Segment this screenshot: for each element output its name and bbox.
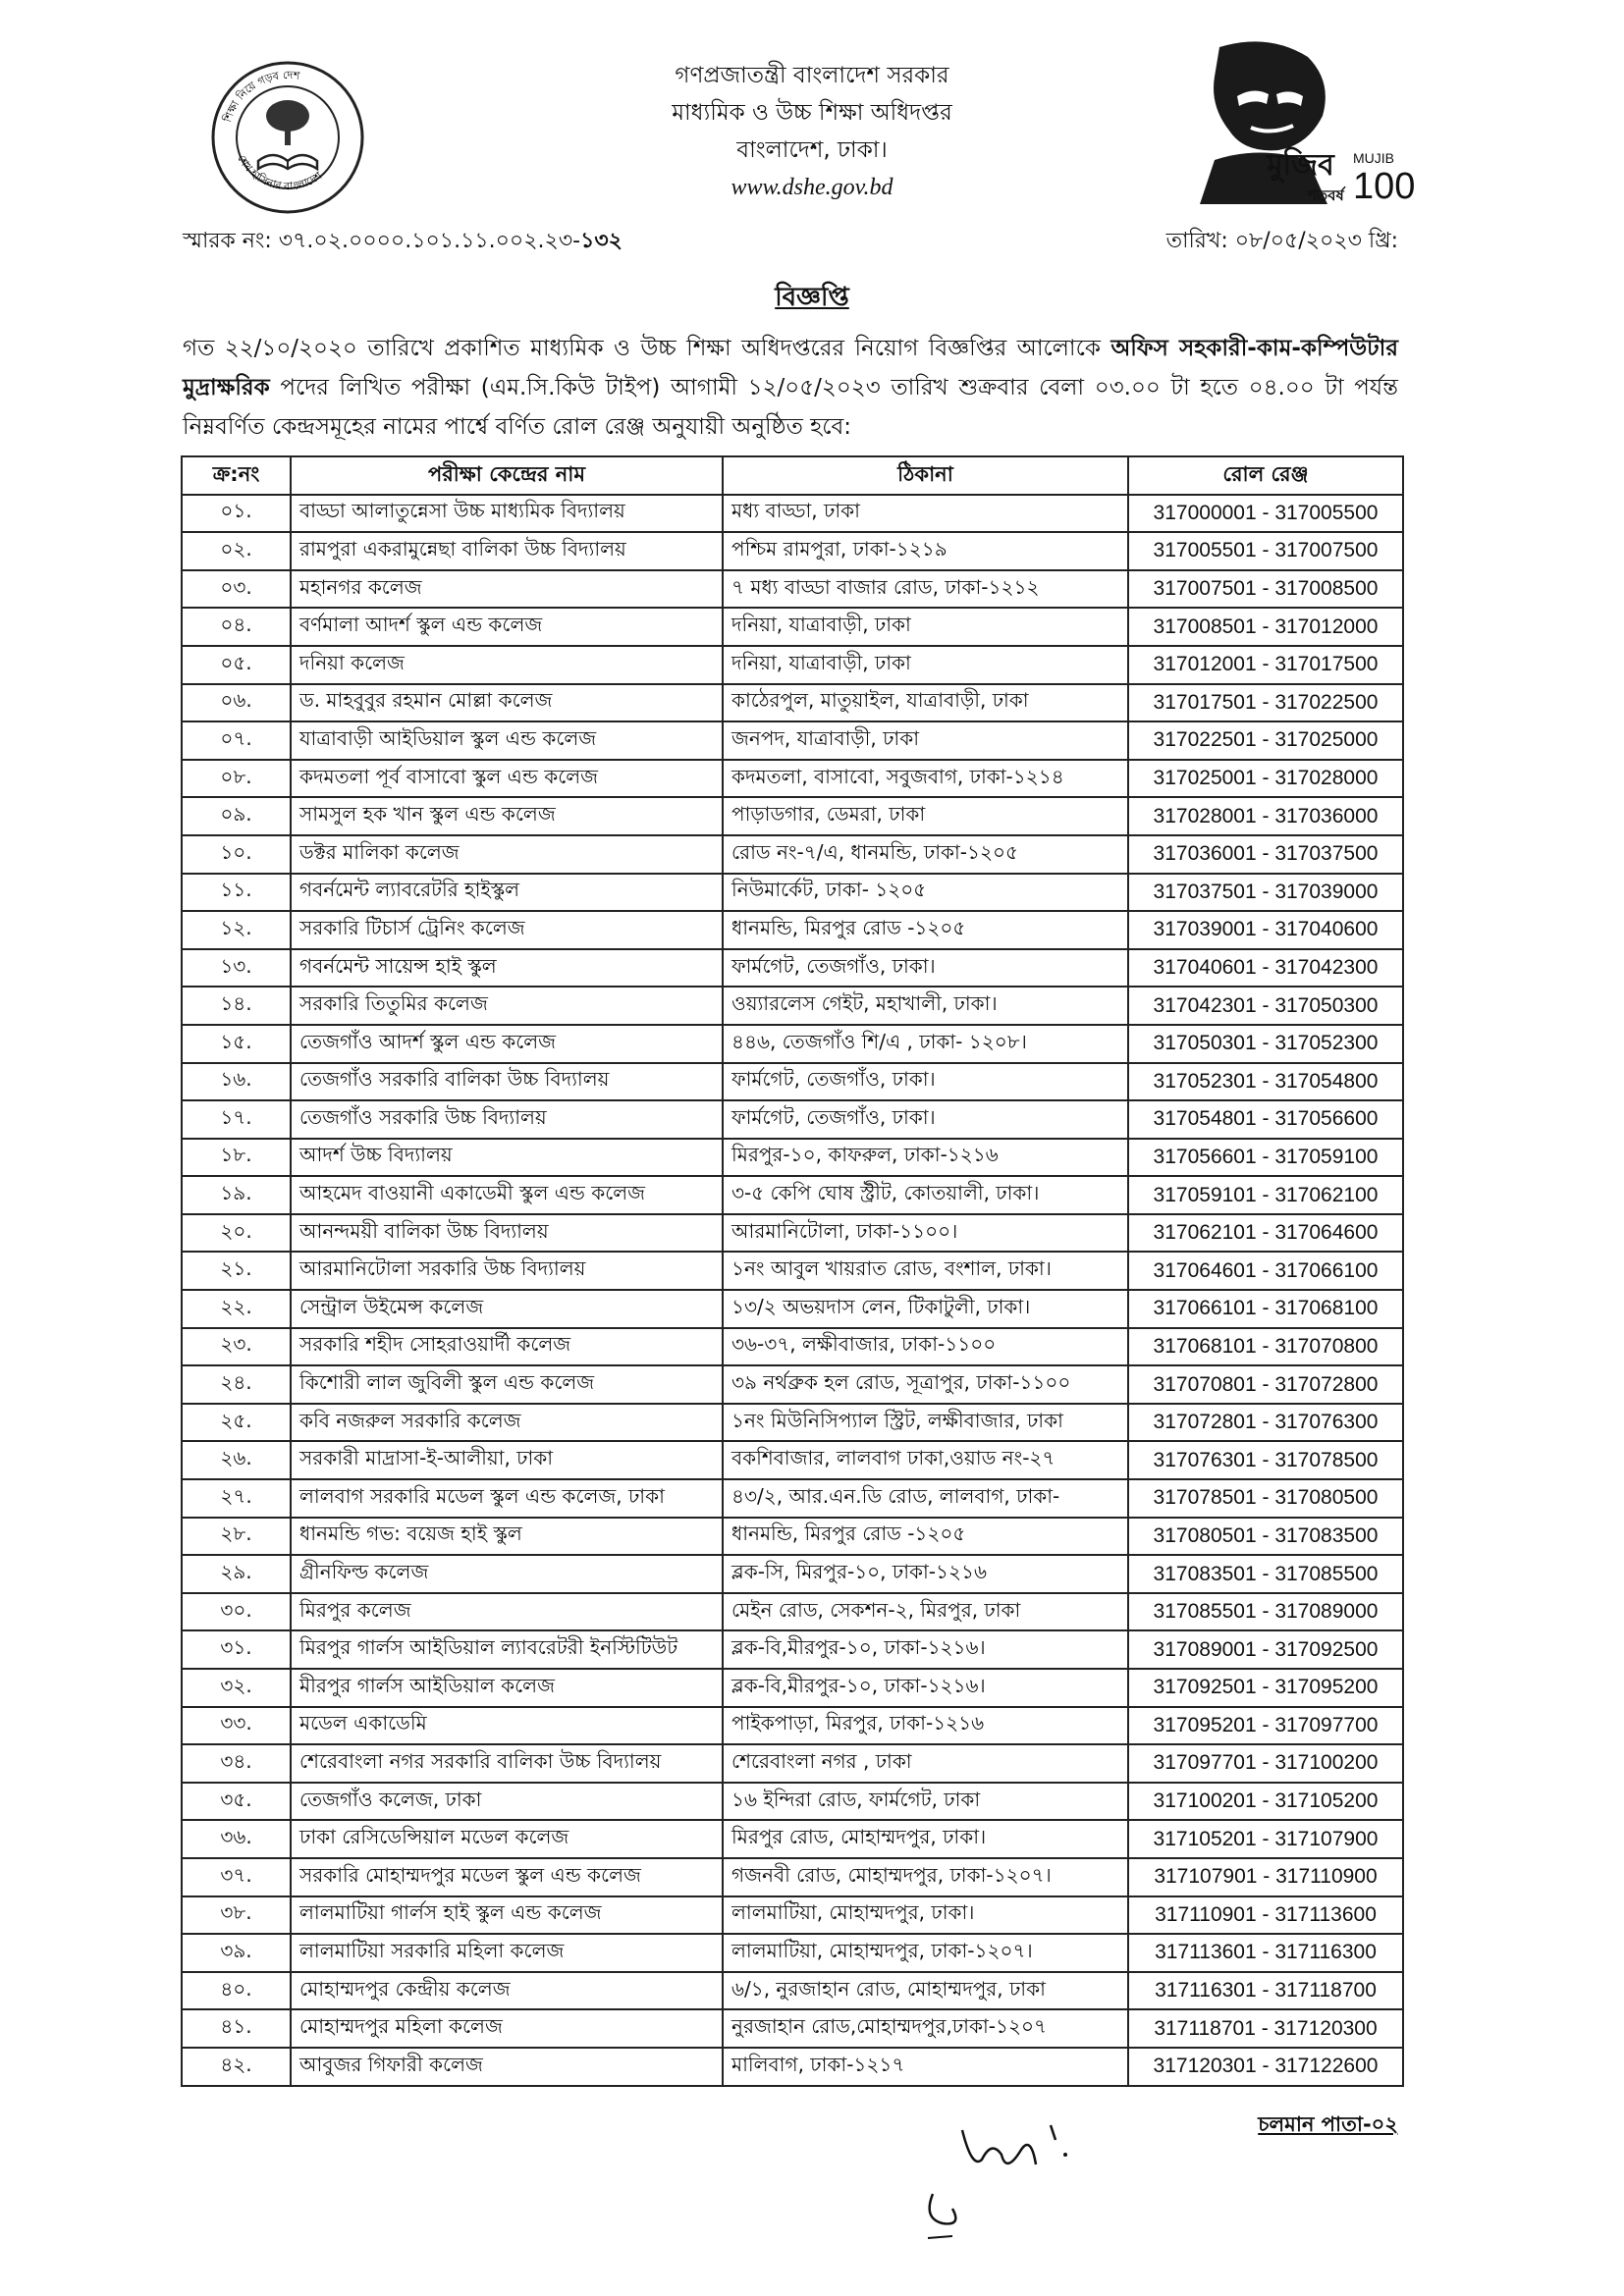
serial-cell: ৪১. bbox=[182, 2009, 291, 2048]
serial-cell: ১৬. bbox=[182, 1063, 291, 1101]
roll-range-cell: 317095201 - 317097700 bbox=[1128, 1707, 1403, 1745]
serial-cell: ২৭. bbox=[182, 1479, 291, 1518]
center-name-cell: মিরপুর গার্লস আইডিয়াল ল্যাবরেটরী ইনস্টিটিউট bbox=[291, 1630, 723, 1669]
serial-cell: ২৫. bbox=[182, 1404, 291, 1442]
center-name-cell: শেরেবাংলা নগর সরকারি বালিকা উচ্চ বিদ্যালয় bbox=[291, 1744, 723, 1783]
roll-range-cell: 317070801 - 317072800 bbox=[1128, 1365, 1403, 1404]
serial-cell: ৩২. bbox=[182, 1669, 291, 1707]
notice-title: বিজ্ঞপ্তি bbox=[775, 283, 849, 312]
roll-range-cell: 317066101 - 317068100 bbox=[1128, 1290, 1403, 1328]
center-name-cell: আরমানিটোলা সরকারি উচ্চ বিদ্যালয় bbox=[291, 1252, 723, 1290]
table-row bbox=[182, 1290, 1403, 1328]
serial-cell: ০৫. bbox=[182, 646, 291, 684]
table-header-row bbox=[182, 456, 1403, 495]
serial-cell: ২৬. bbox=[182, 1441, 291, 1479]
center-name-cell: ডক্টর মালিকা কলেজ bbox=[291, 835, 723, 874]
address-cell: লালমাটিয়া, মোহাম্মদপুর, ঢাকা-১২০৭। bbox=[723, 1934, 1128, 1972]
notice-body bbox=[183, 329, 1398, 447]
address-cell: ধানমন্ডি, মিরপুর রোড -১২০৫ bbox=[723, 1518, 1128, 1556]
roll-range-cell: 317042301 - 317050300 bbox=[1128, 987, 1403, 1025]
address-cell: পশ্চিম রামপুরা, ঢাকা-১২১৯ bbox=[723, 532, 1128, 570]
roll-range-cell: 317064601 - 317066100 bbox=[1128, 1252, 1403, 1290]
serial-cell: ৩৪. bbox=[182, 1744, 291, 1783]
roll-range-cell: 317120301 - 317122600 bbox=[1128, 2048, 1403, 2086]
serial-cell: ২৪. bbox=[182, 1365, 291, 1404]
center-name-cell: বাড্ডা আলাতুন্নেসা উচ্চ মাধ্যমিক বিদ্যালয় bbox=[291, 495, 723, 533]
intro-part-1: গত ২২/১০/২০২০ তারিখে প্রকাশিত মাধ্যমিক ও উচ্চ শিক্ষা অধিদপ্তরের নিয়োগ বিজ্ঞপ্তির আলোকে bbox=[183, 336, 1111, 361]
serial-cell: ১৪. bbox=[182, 987, 291, 1025]
header-address: ঠিকানা bbox=[723, 456, 1128, 495]
serial-cell: ৩৮. bbox=[182, 1896, 291, 1935]
center-name-cell: দনিয়া কলেজ bbox=[291, 646, 723, 684]
table-row bbox=[182, 1707, 1403, 1745]
table-row bbox=[182, 1783, 1403, 1821]
roll-range-cell: 317085501 - 317089000 bbox=[1128, 1593, 1403, 1631]
issue-date: তারিখ: ০৮/০৫/২০২৩ খ্রি: bbox=[1165, 229, 1398, 253]
center-name-cell: মীরপুর গার্লস আইডিয়াল কলেজ bbox=[291, 1669, 723, 1707]
address-cell: নিউমার্কেট, ঢাকা- ১২০৫ bbox=[723, 874, 1128, 912]
table-row bbox=[182, 1479, 1403, 1518]
serial-cell: ২২. bbox=[182, 1290, 291, 1328]
roll-range-cell: 317005501 - 317007500 bbox=[1128, 532, 1403, 570]
table-row bbox=[182, 1593, 1403, 1631]
address-cell: ব্লক-বি,মীরপুর-১০, ঢাকা-১২১৬। bbox=[723, 1630, 1128, 1669]
address-cell: বকশিবাজার, লালবাগ ঢাকা,ওয়াড নং-২৭ bbox=[723, 1441, 1128, 1479]
serial-cell: ২৩. bbox=[182, 1328, 291, 1366]
address-cell: কাঠেরপুল, মাতুয়াইল, যাত্রাবাড়ী, ঢাকা bbox=[723, 684, 1128, 722]
table-row bbox=[182, 1328, 1403, 1366]
address-cell: ১৩/২ অভয়দাস লেন, টিকাটুলী, ঢাকা। bbox=[723, 1290, 1128, 1328]
address-cell: ৪৪৬, তেজগাঁও শি/এ , ঢাকা- ১২০৮। bbox=[723, 1025, 1128, 1063]
table-row bbox=[182, 1100, 1403, 1139]
memo-number bbox=[183, 224, 623, 260]
address-cell: ৭ মধ্য বাড্ডা বাজার রোড, ঢাকা-১২১২ bbox=[723, 570, 1128, 609]
roll-range-cell: 317100201 - 317105200 bbox=[1128, 1783, 1403, 1821]
table-row bbox=[182, 1063, 1403, 1101]
serial-cell: ১১. bbox=[182, 874, 291, 912]
center-name-cell: ঢাকা রেসিডেন্সিয়াল মডেল কলেজ bbox=[291, 1820, 723, 1858]
serial-cell: ৩৯. bbox=[182, 1934, 291, 1972]
address-cell: পাইকপাড়া, মিরপুর, ঢাকা-১২১৬ bbox=[723, 1707, 1128, 1745]
roll-range-cell: 317012001 - 317017500 bbox=[1128, 646, 1403, 684]
table-row bbox=[182, 1972, 1403, 2010]
table-row bbox=[182, 1139, 1403, 1177]
roll-range-cell: 317050301 - 317052300 bbox=[1128, 1025, 1403, 1063]
center-name-cell: ধানমন্ডি গভ: বয়েজ হাই স্কুল bbox=[291, 1518, 723, 1556]
svg-text:শেখ হাসিনার বাংলাদেশ: শেখ হাসিনার বাংলাদেশ bbox=[235, 152, 325, 193]
svg-text:মুজিব: মুজিব bbox=[1267, 148, 1334, 183]
header-serial: ক্র:নং bbox=[182, 456, 291, 495]
center-name-cell: লালমাটিয়া গার্লস হাই স্কুল এন্ড কলেজ bbox=[291, 1896, 723, 1935]
government-name: গণপ্রজাতন্ত্রী বাংলাদেশ সরকার bbox=[675, 63, 949, 88]
table-row bbox=[182, 1441, 1403, 1479]
center-name-cell: কবি নজরুল সরকারি কলেজ bbox=[291, 1404, 723, 1442]
center-name-cell: লালবাগ সরকারি মডেল স্কুল এন্ড কলেজ, ঢাকা bbox=[291, 1479, 723, 1518]
serial-cell: ৩০. bbox=[182, 1593, 291, 1631]
address-cell: ওয়্যারলেস গেইট, মহাখালী, ঢাকা। bbox=[723, 987, 1128, 1025]
center-name-cell: মোহাম্মদপুর মহিলা কলেজ bbox=[291, 2009, 723, 2048]
roll-range-cell: 317039001 - 317040600 bbox=[1128, 911, 1403, 949]
roll-range-cell: 317083501 - 317085500 bbox=[1128, 1555, 1403, 1593]
table-row bbox=[182, 1365, 1403, 1404]
center-name-cell: সরকারি টিচার্স ট্রেনিং কলেজ bbox=[291, 911, 723, 949]
serial-cell: ১৮. bbox=[182, 1139, 291, 1177]
roll-range-cell: 317036001 - 317037500 bbox=[1128, 835, 1403, 874]
table-row bbox=[182, 874, 1403, 912]
table-row bbox=[182, 1214, 1403, 1253]
roll-range-cell: 317076301 - 317078500 bbox=[1128, 1441, 1403, 1479]
roll-range-cell: 317107901 - 317110900 bbox=[1128, 1858, 1403, 1896]
roll-range-cell: 317017501 - 317022500 bbox=[1128, 684, 1403, 722]
address-cell: ফার্মগেট, তেজগাঁও, ঢাকা। bbox=[723, 1063, 1128, 1101]
address-cell: ফার্মগেট, তেজগাঁও, ঢাকা। bbox=[723, 949, 1128, 988]
center-name-cell: মিরপুর কলেজ bbox=[291, 1593, 723, 1631]
address-cell: গজনবী রোড, মোহাম্মদপুর, ঢাকা-১২০৭। bbox=[723, 1858, 1128, 1896]
serial-cell: ২০. bbox=[182, 1214, 291, 1253]
roll-range-cell: 317008501 - 317012000 bbox=[1128, 608, 1403, 646]
serial-cell: ১৩. bbox=[182, 949, 291, 988]
serial-cell: ১০. bbox=[182, 835, 291, 874]
roll-range-cell: 317078501 - 317080500 bbox=[1128, 1479, 1403, 1518]
center-name-cell: আদর্শ উচ্চ বিদ্যালয় bbox=[291, 1139, 723, 1177]
center-name-cell: রামপুরা একরামুন্নেছা বালিকা উচ্চ বিদ্যালয় bbox=[291, 532, 723, 570]
address-cell: মিরপুর-১০, কাফরুল, ঢাকা-১২১৬ bbox=[723, 1139, 1128, 1177]
address-cell: ৩৬-৩৭, লক্ষীবাজার, ঢাকা-১১০০ bbox=[723, 1328, 1128, 1366]
address-cell: ব্লক-বি,মীরপুর-১০, ঢাকা-১২১৬। bbox=[723, 1669, 1128, 1707]
center-name-cell: গবর্নমেন্ট ল্যাবরেটরি হাইস্কুল bbox=[291, 874, 723, 912]
address-cell: ৩৯ নর্থব্রুক হল রোড, সূত্রাপুর, ঢাকা-১১০০ bbox=[723, 1365, 1128, 1404]
table-row bbox=[182, 1820, 1403, 1858]
table-row bbox=[182, 2048, 1403, 2086]
address-cell: লালমাটিয়া, মোহাম্মদপুর, ঢাকা। bbox=[723, 1896, 1128, 1935]
roll-range-cell: 317062101 - 317064600 bbox=[1128, 1214, 1403, 1253]
center-name-cell: বর্ণমালা আদর্শ স্কুল এন্ড কলেজ bbox=[291, 608, 723, 646]
center-name-cell: গবর্নমেন্ট সায়েন্স হাই স্কুল bbox=[291, 949, 723, 988]
center-name-cell: ড. মাহবুবুর রহমান মোল্লা কলেজ bbox=[291, 684, 723, 722]
address-cell: জনপদ, যাত্রাবাড়ী, ঢাকা bbox=[723, 721, 1128, 760]
signature bbox=[913, 2101, 1139, 2248]
serial-cell: ১৯. bbox=[182, 1176, 291, 1214]
center-name-cell: তেজগাঁও সরকারি বালিকা উচ্চ বিদ্যালয় bbox=[291, 1063, 723, 1101]
roll-range-cell: 317092501 - 317095200 bbox=[1128, 1669, 1403, 1707]
roll-range-cell: 317040601 - 317042300 bbox=[1128, 949, 1403, 988]
table-row bbox=[182, 797, 1403, 835]
roll-range-cell: 317072801 - 317076300 bbox=[1128, 1404, 1403, 1442]
table-row bbox=[182, 532, 1403, 570]
table-row bbox=[182, 760, 1403, 798]
serial-cell: ২১. bbox=[182, 1252, 291, 1290]
roll-range-cell: 317037501 - 317039000 bbox=[1128, 874, 1403, 912]
center-name-cell: তেজগাঁও আদর্শ স্কুল এন্ড কলেজ bbox=[291, 1025, 723, 1063]
memo-serial: ১৩২ bbox=[580, 229, 623, 253]
address-cell: দনিয়া, যাত্রাবাড়ী, ঢাকা bbox=[723, 608, 1128, 646]
address-cell: ৪৩/২, আর.এন.ডি রোড, লালবাগ, ঢাকা- bbox=[723, 1479, 1128, 1518]
serial-cell: ০১. bbox=[182, 495, 291, 533]
center-name-cell: সামসুল হক খান স্কুল এন্ড কলেজ bbox=[291, 797, 723, 835]
serial-cell: ৩৩. bbox=[182, 1707, 291, 1745]
serial-cell: ০৭. bbox=[182, 721, 291, 760]
center-name-cell: মহানগর কলেজ bbox=[291, 570, 723, 609]
svg-text:শিক্ষা নিয়ে গড়ব দেশ: শিক্ষা নিয়ে গড়ব দেশ bbox=[221, 68, 301, 125]
table-row bbox=[182, 684, 1403, 722]
table-row bbox=[182, 495, 1403, 533]
serial-cell: ১৭. bbox=[182, 1100, 291, 1139]
location: বাংলাদেশ, ঢাকা। bbox=[736, 137, 888, 163]
roll-range-cell: 317097701 - 317100200 bbox=[1128, 1744, 1403, 1783]
serial-cell: ৪০. bbox=[182, 1972, 291, 2010]
address-cell: মিরপুর রোড, মোহাম্মদপুর, ঢাকা। bbox=[723, 1820, 1128, 1858]
roll-range-cell: 317110901 - 317113600 bbox=[1128, 1896, 1403, 1935]
address-cell: ১নং মিউনিসিপ্যাল স্ট্রিট, লক্ষীবাজার, ঢাকা bbox=[723, 1404, 1128, 1442]
table-row bbox=[182, 1025, 1403, 1063]
center-name-cell: কদমতলা পূর্ব বাসাবো স্কুল এন্ড কলেজ bbox=[291, 760, 723, 798]
serial-cell: ৩৬. bbox=[182, 1820, 291, 1858]
address-cell: রোড নং-৭/এ, ধানমন্ডি, ঢাকা-১২০৫ bbox=[723, 835, 1128, 874]
roll-range-cell: 317116301 - 317118700 bbox=[1128, 1972, 1403, 2010]
address-cell: ফার্মগেট, তেজগাঁও, ঢাকা। bbox=[723, 1100, 1128, 1139]
center-name-cell: আবুজর গিফারী কলেজ bbox=[291, 2048, 723, 2086]
serial-cell: ০২. bbox=[182, 532, 291, 570]
serial-cell: ১২. bbox=[182, 911, 291, 949]
table-row bbox=[182, 835, 1403, 874]
serial-cell: ০৩. bbox=[182, 570, 291, 609]
address-cell: দনিয়া, যাত্রাবাড়ী, ঢাকা bbox=[723, 646, 1128, 684]
roll-range-cell: 317028001 - 317036000 bbox=[1128, 797, 1403, 835]
intro-part-2: পদের লিখিত পরীক্ষা (এম.সি.কিউ টাইপ) আগামী ১২/০৫/২০২৩ তারিখ শুক্রবার বেলা ০৩.০০ টা হতে ০৪.০০ টা পর্যন্ত নিম্নবর্ণিত কেন্দ্রসমূহের নামের পার্শ্বে বর্ণিত রোল রেঞ্জ অনুযায়ী অনুষ্ঠিত হবে: bbox=[183, 375, 1398, 440]
roll-range-cell: 317080501 - 317083500 bbox=[1128, 1518, 1403, 1556]
roll-range-cell: 317007501 - 317008500 bbox=[1128, 570, 1403, 609]
address-cell: নুরজাহান রোড,মোহাম্মদপুর,ঢাকা-১২০৭ bbox=[723, 2009, 1128, 2048]
address-cell: ১নং আবুল খায়রাত রোড, বংশাল, ঢাকা। bbox=[723, 1252, 1128, 1290]
post-name: অফিস সহকারী-কাম-কম্পিউটার মুদ্রাক্ষরিক bbox=[183, 336, 1398, 400]
center-name-cell: সরকারি শহীদ সোহরাওয়ার্দী কলেজ bbox=[291, 1328, 723, 1366]
table-row bbox=[182, 721, 1403, 760]
center-name-cell: লালমাটিয়া সরকারি মহিলা কলেজ bbox=[291, 1934, 723, 1972]
table-row bbox=[182, 1630, 1403, 1669]
header-center-name: পরীক্ষা কেন্দ্রের নাম bbox=[291, 456, 723, 495]
address-cell: ধানমন্ডি, মিরপুর রোড -১২০৫ bbox=[723, 911, 1128, 949]
svg-text:শতবর্ষ: শতবর্ষ bbox=[1308, 187, 1344, 204]
center-name-cell: সেন্ট্রাল উইমেন্স কলেজ bbox=[291, 1290, 723, 1328]
center-name-cell: সরকারী মাদ্রাসা-ই-আলীয়া, ঢাকা bbox=[291, 1441, 723, 1479]
roll-range-cell: 317052301 - 317054800 bbox=[1128, 1063, 1403, 1101]
serial-cell: ৩১. bbox=[182, 1630, 291, 1669]
continued-page-note: চলমান পাতা-০২ bbox=[1258, 2112, 1398, 2136]
serial-cell: ০৪. bbox=[182, 608, 291, 646]
roll-range-cell: 317068101 - 317070800 bbox=[1128, 1328, 1403, 1366]
serial-cell: ০৮. bbox=[182, 760, 291, 798]
table-row bbox=[182, 1858, 1403, 1896]
address-cell: ৩-৫ কেপি ঘোষ স্ট্রীট, কোতয়ালী, ঢাকা। bbox=[723, 1176, 1128, 1214]
roll-range-cell: 317054801 - 317056600 bbox=[1128, 1100, 1403, 1139]
table-row bbox=[182, 949, 1403, 988]
table-row bbox=[182, 1934, 1403, 1972]
website-text: www.dshe.gov.bd bbox=[731, 175, 893, 200]
address-cell: ১৬ ইন্দিরা রোড, ফার্মগেট, ঢাকা bbox=[723, 1783, 1128, 1821]
exam-centers-table bbox=[181, 455, 1404, 2087]
address-cell: আরমানিটোলা, ঢাকা-১১০০। bbox=[723, 1214, 1128, 1253]
serial-cell: ০৯. bbox=[182, 797, 291, 835]
address-cell: শেরেবাংলা নগর , ঢাকা bbox=[723, 1744, 1128, 1783]
roll-range-cell: 317025001 - 317028000 bbox=[1128, 760, 1403, 798]
mujib-100-logo bbox=[1161, 37, 1416, 207]
address-cell: মধ্য বাড্ডা, ঢাকা bbox=[723, 495, 1128, 533]
svg-text:MUJIB: MUJIB bbox=[1353, 150, 1394, 166]
center-name-cell: কিশোরী লাল জুবিলী স্কুল এন্ড কলেজ bbox=[291, 1365, 723, 1404]
roll-range-cell: 317089001 - 317092500 bbox=[1128, 1630, 1403, 1669]
serial-cell: ০৬. bbox=[182, 684, 291, 722]
center-name-cell: তেজগাঁও কলেজ, ঢাকা bbox=[291, 1783, 723, 1821]
center-name-cell: তেজগাঁও সরকারি উচ্চ বিদ্যালয় bbox=[291, 1100, 723, 1139]
center-name-cell: গ্রীনফিল্ড কলেজ bbox=[291, 1555, 723, 1593]
table-row bbox=[182, 608, 1403, 646]
table-row bbox=[182, 570, 1403, 609]
serial-cell: ৩৫. bbox=[182, 1783, 291, 1821]
address-cell: কদমতলা, বাসাবো, সবুজবাগ, ঢাকা-১২১৪ bbox=[723, 760, 1128, 798]
table-row bbox=[182, 987, 1403, 1025]
serial-cell: ২৮. bbox=[182, 1518, 291, 1556]
memo-label: স্মারক নং: ৩৭.০২.০০০০.১০১.১১.০০২.২৩- bbox=[183, 229, 581, 253]
roll-range-cell: 317022501 - 317025000 bbox=[1128, 721, 1403, 760]
table-row bbox=[182, 1669, 1403, 1707]
address-cell: ব্লক-সি, মিরপুর-১০, ঢাকা-১২১৬ bbox=[723, 1555, 1128, 1593]
table-row bbox=[182, 2009, 1403, 2048]
serial-cell: ১৫. bbox=[182, 1025, 291, 1063]
table-row bbox=[182, 1555, 1403, 1593]
roll-range-cell: 317059101 - 317062100 bbox=[1128, 1176, 1403, 1214]
address-cell: পাড়াডগার, ডেমরা, ঢাকা bbox=[723, 797, 1128, 835]
serial-cell: ৩৭. bbox=[182, 1858, 291, 1896]
serial-cell: ২৯. bbox=[182, 1555, 291, 1593]
department-name: মাধ্যমিক ও উচ্চ শিক্ষা অধিদপ্তর bbox=[672, 100, 952, 126]
address-cell: মালিবাগ, ঢাকা-১২১৭ bbox=[723, 2048, 1128, 2086]
roll-range-cell: 317056601 - 317059100 bbox=[1128, 1139, 1403, 1177]
table-row bbox=[182, 1404, 1403, 1442]
table-row bbox=[182, 646, 1403, 684]
table-row bbox=[182, 1176, 1403, 1214]
center-name-cell: আনন্দময়ী বালিকা উচ্চ বিদ্যালয় bbox=[291, 1214, 723, 1253]
center-name-cell: সরকারি মোহাম্মদপুর মডেল স্কুল এন্ড কলেজ bbox=[291, 1858, 723, 1896]
center-name-cell: সরকারি তিতুমির কলেজ bbox=[291, 987, 723, 1025]
roll-range-cell: 317105201 - 317107900 bbox=[1128, 1820, 1403, 1858]
header-roll-range: রোল রেঞ্জ bbox=[1128, 456, 1403, 495]
table-row bbox=[182, 911, 1403, 949]
roll-range-cell: 317118701 - 317120300 bbox=[1128, 2009, 1403, 2048]
table-row bbox=[182, 1252, 1403, 1290]
roll-range-cell: 317000001 - 317005500 bbox=[1128, 495, 1403, 533]
table-row bbox=[182, 1744, 1403, 1783]
roll-range-cell: 317113601 - 317116300 bbox=[1128, 1934, 1403, 1972]
center-name-cell: মডেল একাডেমি bbox=[291, 1707, 723, 1745]
address-cell: মেইন রোড, সেকশন-২, মিরপুর, ঢাকা bbox=[723, 1593, 1128, 1631]
serial-cell: ৪২. bbox=[182, 2048, 291, 2086]
table-row bbox=[182, 1518, 1403, 1556]
address-cell: ৬/১, নুরজাহান রোড, মোহাম্মদপুর, ঢাকা bbox=[723, 1972, 1128, 2010]
table-row bbox=[182, 1896, 1403, 1935]
center-name-cell: মোহাম্মদপুর কেন্দ্রীয় কলেজ bbox=[291, 1972, 723, 2010]
center-name-cell: যাত্রাবাড়ী আইডিয়াল স্কুল এন্ড কলেজ bbox=[291, 721, 723, 760]
svg-text:100: 100 bbox=[1353, 166, 1416, 207]
center-name-cell: আহমেদ বাওয়ানী একাডেমী স্কুল এন্ড কলেজ bbox=[291, 1176, 723, 1214]
